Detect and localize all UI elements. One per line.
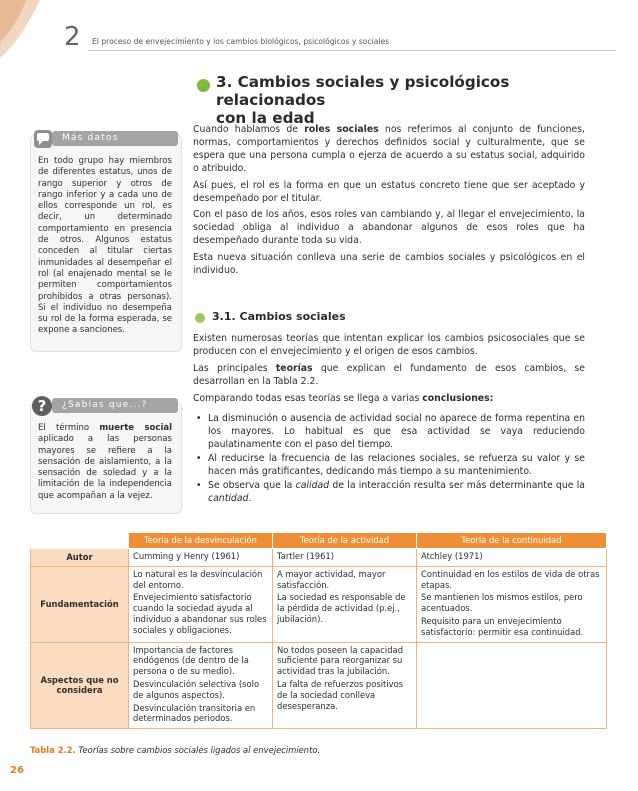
row-label: Aspectos que no considera bbox=[31, 642, 129, 729]
cell-text: Importancia de factores endógenos (de dentro de la persona o de su medio). bbox=[133, 644, 249, 677]
sidebar-did-you-know-text: El término muerte social aplicado a las personas mayores se refiere a la sensación de aislamiento, a la sensación de soledad y a la limitación de la independencia que acompañan a la vejez. bbox=[38, 423, 173, 501]
table-caption: Tabla 2.2. Teorías sobre cambios sociales ligados al envejecimiento. bbox=[30, 745, 321, 755]
section-title bbox=[216, 73, 616, 127]
table-row bbox=[31, 566, 607, 642]
sidebar-more-data-header: Más datos bbox=[52, 131, 178, 146]
table-row bbox=[31, 549, 607, 567]
chapter-number: 2 bbox=[64, 22, 81, 52]
table-corner-cell bbox=[31, 533, 129, 549]
intro-paragraph-2: Así pues, el rol es la forma en que un estatus concreto tiene que ser aceptado y desempeñado por el titular. bbox=[193, 179, 585, 204]
cell-text: Tartler (1961) bbox=[277, 551, 335, 561]
table-cell bbox=[417, 566, 607, 642]
sidebar-did-you-know-header: ¿Sabías que...? bbox=[52, 398, 178, 413]
section-bullet-icon bbox=[197, 79, 210, 92]
table-cell bbox=[417, 642, 607, 729]
subsection-paragraph-3: Comparando todas esas teorías se llega a varias conclusiones: bbox=[193, 392, 494, 404]
cell-text: La falta de refuerzos positivos de la sociedad conlleva desesperanza. bbox=[277, 678, 404, 711]
cell-text: Lo natural es la desvinculación del entorno. bbox=[133, 568, 263, 590]
corner-decoration bbox=[0, 0, 40, 60]
cell-text: Atchley (1971) bbox=[421, 551, 483, 561]
theories-table bbox=[30, 532, 606, 729]
list-item: • Se observa que la calidad de la interacción resulta ser más determinante que la cantidad. bbox=[193, 480, 585, 506]
cell-text: Envejecimiento satisfactorio cuando la sociedad ayuda al individuo a abandonar sus roles sociales y obligaciones. bbox=[133, 592, 267, 635]
conclusions-list bbox=[193, 413, 585, 507]
column-header: Teoría de la continuidad bbox=[417, 533, 607, 549]
cell-text: Cumming y Henry (1961) bbox=[133, 551, 240, 561]
row-label: Fundamentación bbox=[31, 566, 129, 642]
table-cell bbox=[129, 566, 273, 642]
section-title-line1: 3. Cambios sociales y psicológicos relacionados bbox=[216, 73, 510, 109]
cell-text: Desvinculación transitoria en determinados periodos. bbox=[133, 702, 256, 724]
cell-text: A mayor actividad, mayor satisfacción. bbox=[277, 568, 386, 590]
subsection-paragraph-1: Existen numerosas teorías que intentan explicar los cambios psicosociales que se producen con el envejecimiento y el origen de esos cambios. bbox=[193, 333, 585, 357]
cell-text: La sociedad es responsable de la pérdida de actividad (p.ej., jubilación). bbox=[277, 592, 406, 624]
cell-text: Se mantienen los mismos estilos, pero acentuados. bbox=[421, 592, 583, 614]
column-header: Teoría de la desvinculación bbox=[129, 533, 273, 549]
intro-paragraph-3: Con el paso de los años, esos roles van cambiando y, al llegar el envejecimiento, la sociedad obliga al individuo a abandonar algunos de esos roles que ha desempeñado durante toda su vida. bbox=[193, 209, 585, 247]
table-header-row bbox=[31, 533, 607, 549]
intro-text bbox=[193, 124, 585, 278]
intro-paragraph-4: Esta nueva situación conlleva una serie de cambios sociales y psicológicos en el individuo. bbox=[193, 252, 585, 277]
table-cell bbox=[273, 549, 417, 567]
table-cell bbox=[273, 642, 417, 729]
subsection-text bbox=[193, 333, 585, 406]
chat-bubble-icon bbox=[33, 129, 53, 149]
svg-text:?: ? bbox=[37, 397, 47, 415]
header-divider bbox=[88, 50, 616, 51]
table-cell bbox=[129, 549, 273, 567]
section-title-line2: con la edad bbox=[216, 109, 315, 127]
page-number: 26 bbox=[10, 765, 24, 776]
row-label: Autor bbox=[31, 549, 129, 567]
question-mark-icon bbox=[31, 395, 53, 417]
table-cell bbox=[273, 566, 417, 642]
sidebar-more-data-text: En todo grupo hay miembros de diferentes estatus, unos de rango superior y otros de rango inferior y a cada uno de ellos corresponde un rol, es decir, un determinado comportamiento en presencia de otros. Algunos estatus conceden al titular ciertas inmunidades al desempeñar el rol (al enajenado mental se le permiten comportamientos prohibidos a otras personas). Si el individuo no desempeña su rol de la forma esperada, se expone a sanciones. bbox=[38, 156, 172, 336]
subsection-title: 3.1. Cambios sociales bbox=[212, 310, 346, 323]
subsection-bullet-icon bbox=[195, 313, 205, 323]
table-row bbox=[31, 642, 607, 729]
cell-text: No todos poseen la capacidad suficiente para reorganizar su actividad tras la jubilación. bbox=[277, 644, 404, 677]
intro-paragraph-1: Cuando hablamos de roles sociales nos referimos al conjunto de funciones, normas, comportamientos y derechos definidos social y culturalmente, que se espera que una persona cumpla o ejerza de acuerdo a su estatus social, adquirido o atribuido. bbox=[193, 124, 585, 174]
list-item: • Al reducirse la frecuencia de las relaciones sociales, se refuerza su valor y se hacen más gratificantes, dedicando más tiempo a su mantenimiento. bbox=[193, 453, 585, 479]
table-cell bbox=[417, 549, 607, 567]
chapter-title: El proceso de envejecimiento y los cambios biológicos, psicológicos y sociales bbox=[92, 37, 390, 46]
column-header: Teoría de la actividad bbox=[273, 533, 417, 549]
cell-text: Requisito para un envejecimiento satisfactorio: permitir esa continuidad. bbox=[421, 615, 584, 637]
table-cell bbox=[129, 642, 273, 729]
cell-text: Desvinculación selectiva (solo de algunos aspectos). bbox=[133, 678, 260, 700]
subsection-paragraph-2: Las principales teorías que explican el fundamento de esos cambios, se desarrollan en la Tabla 2.2. bbox=[193, 362, 585, 387]
list-item: • La disminución o ausencia de actividad social no aparece de forma repentina en los mayores. Lo habitual es que esa actividad se vaya reduciendo paulatinamente con el paso del tiempo. bbox=[193, 413, 585, 452]
cell-text: Continuidad en los estilos de vida de otras etapas. bbox=[421, 568, 600, 590]
